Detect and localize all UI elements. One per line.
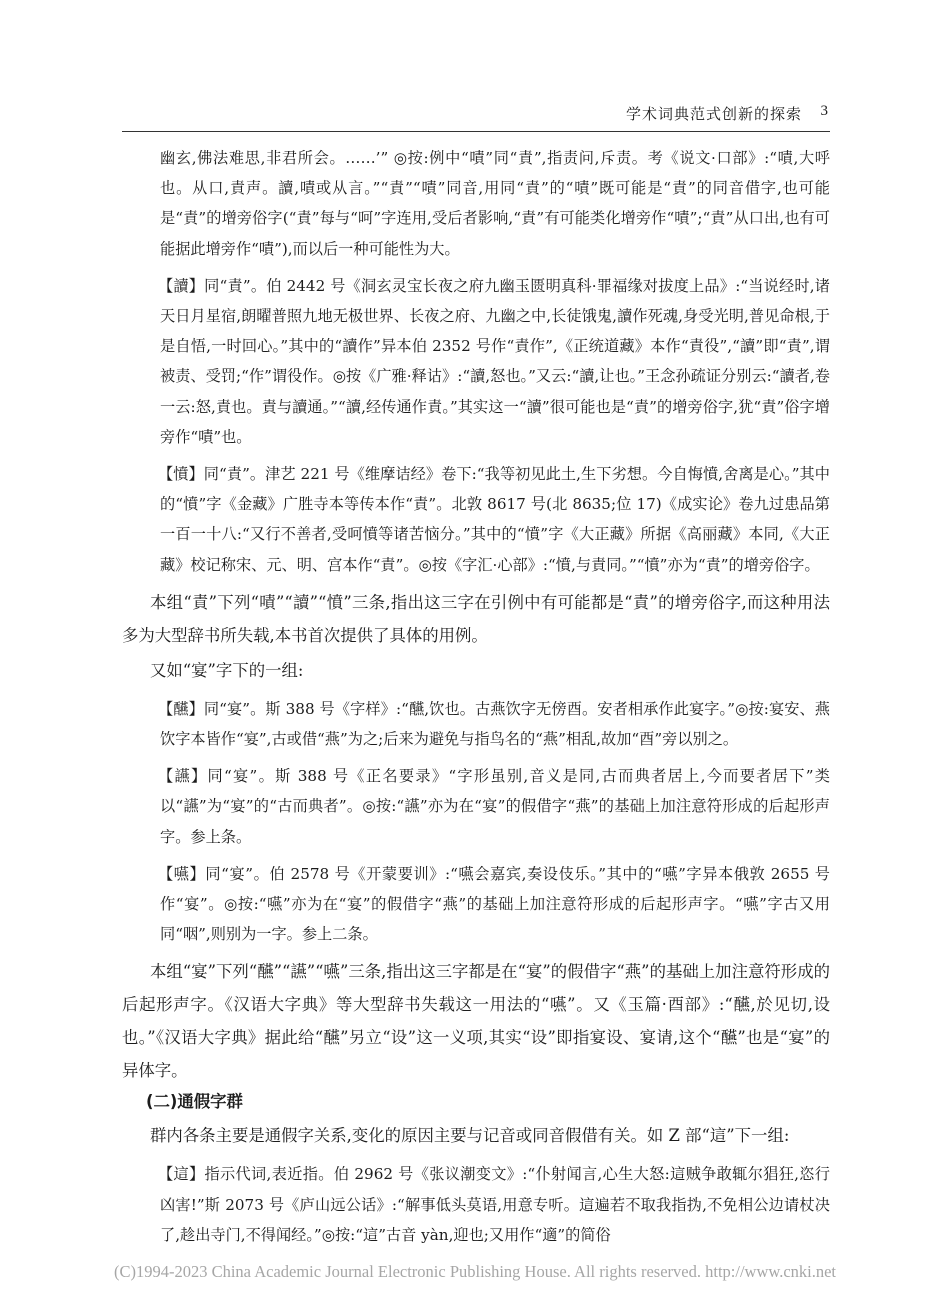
running-header — [122, 100, 830, 132]
page-number: 3 — [820, 103, 828, 119]
dictionary-entry-yan-speech: 【讌】同“宴”。斯 388 号《正名要录》“字形虽别,音义是同,古而典者居上,今而要者居下”类以“讌”为“宴”的“古而典者”。◎按:“讌”亦为在“宴”的假借字“燕”的基础上加注意符形成的后起形声字。参上条。 — [158, 767, 830, 846]
dictionary-entry-zhe: 【這】指示代词,表近指。伯 2962 号《张议潮变文》:“仆射闻言,心生大怒:這贼争敢辄尔猖狂,恣行凶害!”斯 2073 号《庐山远公话》:“解事低头莫语,用意专听。這遍若不取我指㧑,不免相公边请杖决了,趁出寺门,不得闻经。”◎按:“這”古音 yàn,迎也;又用作“適”的简俗 — [158, 1165, 830, 1244]
quote-continuation: 幽玄,佛法难思,非君所会。……’” ◎按:例中“嘖”同“責”,指责问,斥责。考《说文·口部》:“嘖,大呼也。从口,責声。讀,嘖或从言。”“責”“嘖”同音,用同“責”的“嘖”既可能是“責”的同音借字,也可能是“責”的增旁俗字(“責”每与“呵”字连用,受后者影响,“責”有可能类化增旁作“嘖”;“責”从口出,也有可能据此增旁作“嘖”),而以后一种可能性为大。 — [160, 149, 830, 258]
dictionary-entry-jiao: 【讀】同“責”。伯 2442 号《洞玄灵宝长夜之府九幽玉匮明真科·罪福缘对拔度上品》:“当说经时,诸天日月星宿,朗曜普照九地无极世界、长夜之府、九幽之中,长徒饿鬼,讀作死魂,身受光明,普见命根,于是自悟,一时回心。”其中的“讀作”异本伯 2352 号作“責作”,《正统道藏》本作“責役”,“讀”即“責”,谓被责、受罚;“作”谓役作。◎按《广雅·释诂》:“讀,怒也。”又云:“讀,让也。”王念孙疏证分别云:“讀者,卷一云:怒,責也。責与讀通。”“讀,经传通作責。”其实这一“讀”很可能也是“責”的增旁俗字,犹“責”俗字增旁作“嘖”也。 — [158, 276, 830, 446]
body-paragraph: 群内各条主要是通假字关系,变化的原因主要与记音或同音假借有关。如 Z 部“這”下一组: — [150, 1126, 790, 1146]
body-paragraph: 本组“宴”下列“醼”“讌”“嚥”三条,指出这三字都是在“宴”的假借字“燕”的基础上加注意符形成的后起形声字。《汉语大字典》等大型辞书失载这一用法的“嚥”。又《玉篇·酉部》:“醼,於见切,设也。”《汉语大字典》据此给“醼”另立“设”这一义项,其实“设”即指宴设、宴请,这个“醼”也是“宴”的异体字。 — [122, 962, 830, 1081]
header-rule — [122, 131, 830, 132]
running-title: 学术词典范式创新的探索 — [625, 105, 802, 123]
dictionary-entry-yan-mouth: 【嚥】同“宴”。伯 2578 号《开蒙要训》:“嚥会嘉宾,奏设伎乐。”其中的“嚥”字异本俄敦 2655 号作“宴”。◎按:“嚥”亦为在“宴”的假借字“燕”的基础上加注意符形成的后起形声字。“嚥”字古又用同“咽”,则别为一字。参上二条。 — [158, 864, 830, 944]
dictionary-entry-yan-wine: 【醼】同“宴”。斯 388 号《字样》:“醼,饮也。古燕饮字无傍酉。安者相承作此宴字。”◎按:宴安、燕饮字本皆作“宴”,古或借“燕”为之;后来为避免与指鸟名的“燕”相乱,故加“酉”旁以别之。 — [158, 699, 830, 749]
copyright-footer: (C)1994-2023 China Academic Journal Electronic Publishing House. All rights reserved. http://www.cnki.net — [113, 1262, 837, 1281]
body-paragraph: 又如“宴”字下的一组: — [150, 660, 304, 680]
section-heading: (二)通假字群 — [146, 1092, 243, 1112]
article-body — [122, 143, 830, 1250]
body-paragraph: 本组“責”下列“嘖”“讀”“憤”三条,指出这三字在引例中有可能都是“責”的增旁俗字,而这种用法多为大型辞书所失载,本书首次提供了具体的用例。 — [122, 592, 830, 645]
dictionary-entry-ze-heart: 【憤】同“責”。津艺 221 号《维摩诘经》卷下:“我等初见此土,生下劣想。今自悔憤,舍离是心。”其中的“憤”字《金藏》广胜寺本等传本作“責”。北敦 8617 号(北 8635;位 17)《成实论》卷九过患品第一百一十八:“又行不善者,受呵憤等诸苦恼分。”其中的“憤”字《大正藏》所据《高丽藏》本同,《大正藏》校记称宋、元、明、宫本作“責”。◎按《字汇·心部》:“憤,与責同。”“憤”亦为“責”的增旁俗字。 — [158, 465, 830, 574]
